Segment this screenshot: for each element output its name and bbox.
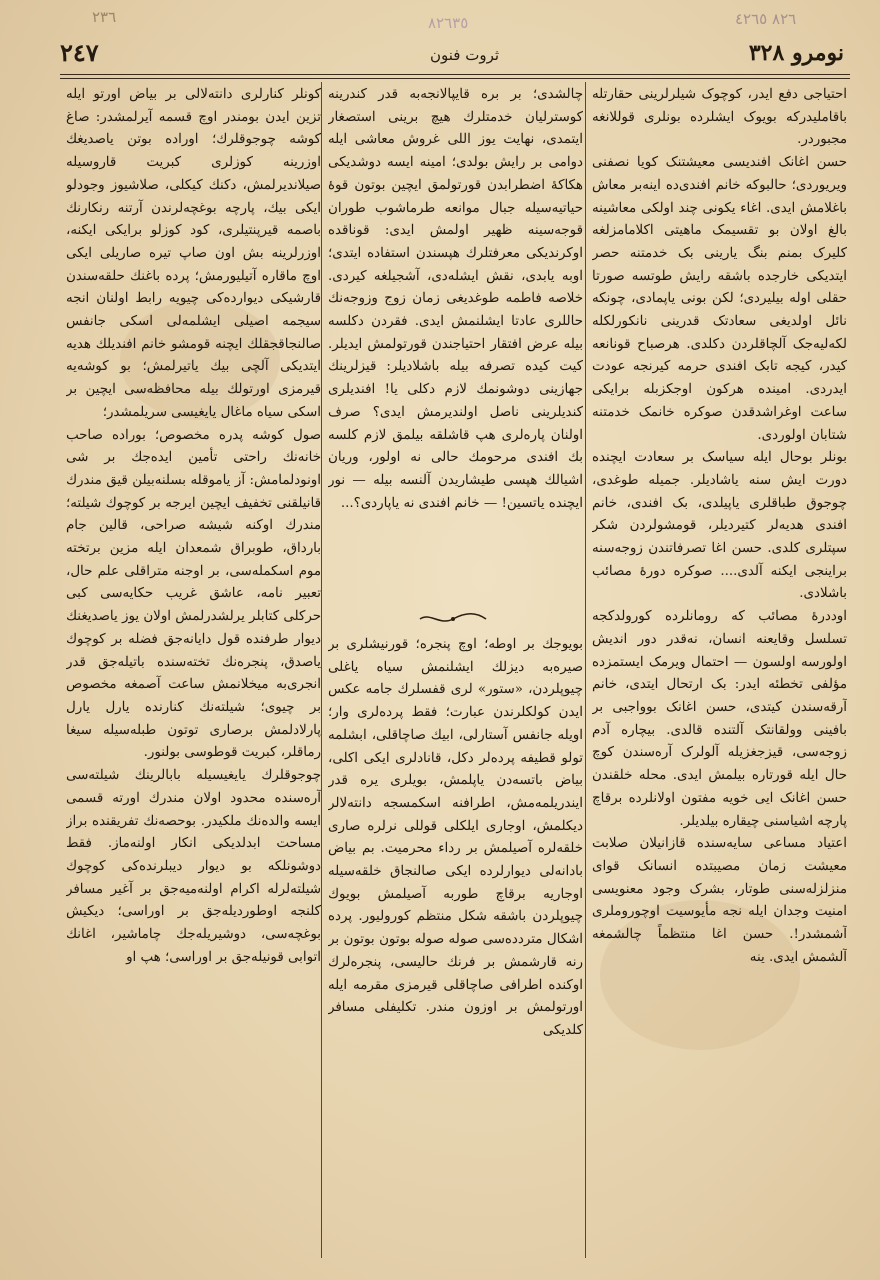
text-column-left xyxy=(66,84,321,1264)
paragraph: اوددرۀ مصائب که رومانلرده کورولدکجه تسلسل وقایعنه انسان، نه‌قدر دور اندیش اولورسه اولسون — احتمال ویرمک ایستمزده مؤلفی تخطئه ایدر: بک ارتحال ایتدی، خانم آرقه‌سندن کیتدی، حسن اغانک بوواجبی بر بافینی وولقانتک آلتنده قالدی. بیچاره آدم زوجه‌سی، قیزجغزیله آلولرک آرەسندن کوچ حال ایله قورتاره بیلمش ایدی. محله خلقندن حسن اغانک ایی خویه مفتون اولانلرده برقاچ پارچه اشیاسنی چیقاره بیلدیلر. xyxy=(592,609,847,829)
header-rule-thin xyxy=(60,78,850,79)
page-number: ٢٤٧ xyxy=(60,38,99,67)
paragraph: حسن اغانک افندیسی معیشتنک کویا نصفنی ویریوردی؛ حالبوکه خانم افندی‌ده اینه‌بر معاش باغلامش ایدی. اغاء یکونی چند اولکی معاشینه بالغ اولان بو تقسیمک ماهیتی اکلامامزلغه کلیرک بمنم بنگ یارینی بک خدمتنه حصر ایتدیکی خارجده باشقه رایش طوتسه صورتا حقلی اوله بیلیردی؛ لکن بونی یاپمادی، چونکه نائل اولدیغی سعادتک قدرینی نانکورلکله لکه‌لیه‌جک آلچاقلردن دکلدی. هرصباح قونانعه کیدر، کیجه تابک افندی حرمه کیرنجه عودت ایدردی. امینده هرکون اوجکزبله برایکی ساعت اوغراشدقدن صوکره خانمک خدمتنه شتابان اولوردی. xyxy=(592,155,847,443)
paragraph: احتیاجی دفع ایدر، کوچوک شیلرلرینی حقارتله باقاملیدرکه بویوک ایشلرده بونلری قوللانغه مجبوردر. xyxy=(592,87,847,148)
ornament-icon xyxy=(418,610,488,628)
stamp-note-middle: ٨٢٦٣٥ xyxy=(428,14,469,32)
paragraph: چوجوقلرك یایغیسیله بابالرینك شیلته‌سی آرەسنده محدود اولان مندرك اورته قسمی ایسه والده‌نك ملکیدر. بوحصه‌نك تفریقنده براز مساحت ابدلدیکی انکار اولنه‌ماز. فقط دوشونلکه بو دیوار دیبلرنده‌کی کوچوك شیلته‌لرله اکرام اولنه‌میه‌جق بر آغیر مسافر کلنجه اوطوردیله‌جق بر اوراسی؛ دیکیش بوغچه‌سی، دوشیریله‌جك چاماشیر، اغانك اتوابی قونیله‌جق بر اوراسی؛ هپ او xyxy=(66,768,321,965)
section-break-ornament xyxy=(328,604,583,634)
column-divider xyxy=(321,82,322,1258)
text-column-right xyxy=(592,84,847,1264)
column-divider xyxy=(585,82,586,1258)
handwritten-note-left: ٢٣٦ xyxy=(92,8,117,26)
handwritten-note-right: ٨٢٦ ٤٢٦٥ xyxy=(735,10,797,28)
header-rule xyxy=(60,74,850,75)
issue-label: نومرو ٣٢٨ xyxy=(748,40,844,66)
paragraph: بویوجك بر اوطه؛ اوچ پنجره؛ قورنیشلری بر صیره‌به دیزلك ایشلنمش سیاه یاغلی چیوپلردن، «ستور» لری قفسلرك جامه عکس ایدن کولکلرندن عبارت؛ فقط پرده‌لری وار؛ اویله جانفس آستارلی، ابیك صاچاقلی، ابشلمه تولو قطیفه پرده‌لر دکل، قاناد‌لری ایکی اکلی، بیاض باتسه‌دن یاپلمش، بویلری یره قدر ایندریلمه‌مش، اطرافنه اسکمسجه دانته‌لالر دیکلمش، اوجاری ایلکلی قوللی نرلره صاری خلقه‌لره آصیلمش بر رداء محرمیت. بم بیاض بادانه‌لی دیوارلرده ایکی صالنجاق خلقه‌سیله اوجاریه برقاچ طوربه آصیلمش بویوك چیوپلردن باشقه شکل منتظم کورولیور. پرده اشکال متردده‌سی صوله صوله بوتون بوتون بر رنه قارشمش بر فرنك حالیسی، پنجره‌لرك اوکنده اطرافی صاچاقلی قیرمزی مقرمه ایله اورتولمش بر اوزون مندر. تکلیفلی مسافر کلدیکی xyxy=(328,637,583,1038)
paragraph: صول کوشه پدره مخصوص؛ بوراده صاحب خانه‌نك راحتی تأمین ایده‌جك بر شی اونودلمامش: آز یاموقله بسلنه‌بیلن قیق مندرك قانیلقنی تخفیف ایچین ایرجه بر کوچوك شیلته؛ مندرك اوکنه شیشه صراحی، قالین جام بارداق، طوبراق شمعدان ایله مزین برتخته موم اسکمله‌سی، بر اوجنه متراقلی علم حال، تعبیر نامه، عاشق غریب حکایه‌سی کبی حرکلی کتابلر یرلشدرلمش اولان یوز یاصدیغنك دیوار طرفنده قول دایانه‌جق فضله بر کوچوك یاصدق، پنجره‌نك تخته‌سنده باتیله‌جق قدر انجری‌به میخلانمش ساعت آصمغه مخصوص بر چیوی؛ شیلته‌نك کنارنده یارل یارل پارلادلمش برصاری توتون طبله‌سیله سیغا رماقلر، کبریت قوطوسی بولنور. xyxy=(66,427,321,761)
paragraph: چالشدی؛ بر بره قایپالانجه‌به قدر کندرینه کوسترلیان خدمتلرك هیچ برینی استصغار ایتمدی، نهایت یوز اللی غروش معاشی ایله دوامی بر رایش بولدی؛ امینه ایسه دوشدیکی هکاکۀ اضطرابدن قورتولمق ایچین بوتون قوۀ حیاتیه‌سیله جبال موانعه طرماشوب طوران قوجه‌سینه ظهیر اولمش ایدی: قوناقده اوکرندیکی معرفتلرك هپسندن استفاده ایتدی؛ اوبه یابدی، نقش ایشله‌دی، آشجیلغه کیردی. خلاصه فاطمه طوغدیغی زمان زوج وزوجه‌نك حاللری عادتا ایشلنمش ایدی. فقردن دکلسه بیله عرض افتقار احتیاجندن قورتولمش ایدیلر. کیت کیده تصرفه بیله باشلادیلر: قیزلرینك جهازینی دوشونمك لازم دکلی یا! افندیلری کندیلرینی ناصل اولندیرمش ایدی؟ صرف اولنان پاره‌لری هپ قاشلقه بیلمق لازم کلسه بك افندی مرحومك حالی نه اولور، وریان اشیالك هپسی طیشاریدن آلنسه بیله — نور ایچنده یاتسین! — خانم افندی نه یاپاردی؟... xyxy=(328,87,583,511)
journal-title: ثروت فنون xyxy=(430,46,500,64)
paragraph: کونلر کنارلری دانته‌لالی بر بیاض اورتو ایله تزین ایدن بومندر اوچ قسمه آیرلمشدر: صاغ کوشه چوجوقلرك؛ اورادە بوتن یاصدیغك اوزرینه کوزلری کبریت قاروسیله صیلاندیرلمش، دکنك کیکلی، صلاشیوز وجودلو ایکی بیك، پارچه بوغچه‌لرندن آرتنه رنکارنك باصمه قیرپنتیلری، کود کوزلو برایکی ایکنه، اوزرلرینه بش اون صاپ تیره صاریلی ایکی اوچ ماقاره آتیلیورمش؛ پرده باغنك حلقه‌سندن قارشیکی دیوارده‌کی چیویه رابط اولنان انجه سیجمه اصیلی ایشلمه‌لی اسکی جانفس صالنجاقجقلك ایچنه قومشو خانم افندیلك هدیه ایتدیکی آلچی بیك یاتیرلمش؛ بو کوشه‌یه قیرمزی اورتولك بیله محافظه‌سی ایچین بر اسکی سیاه ماغال یایغیسی سریلمشدر؛ xyxy=(66,87,321,420)
page-header xyxy=(60,38,850,72)
paragraph: بونلر بوحال ایله سیاسک بر سعادت ایچنده دورت ایش سنه یاشادیلر. جمیله طوغدی، چوجوق طباقلری یاپیلدی، بک افندی، خانم افندی هدیه‌لر کتیردیلر، قومشولردن شکر سپتلری کلدی. حسن اغا تصرفاتندن زوجه‌سنه براینجی ایکنه آلدی.... صوکره دورۀ مصائب باشلادی. xyxy=(592,450,847,602)
paragraph: اعتیاد مساعی سایه‌سنده قازانیلان صلابت معیشت زمان مصیبتده انسانک قوای منزلزله‌سنی طوتار، بشرک وجود معنویسی امنیت وجدان ایله نجه مأیوسیت اوچوروملری آشمشدر!. حسن اغا منتظماً چالشمغه آلشمش ایدی. ینه xyxy=(592,836,847,965)
text-column-middle xyxy=(328,84,583,1264)
